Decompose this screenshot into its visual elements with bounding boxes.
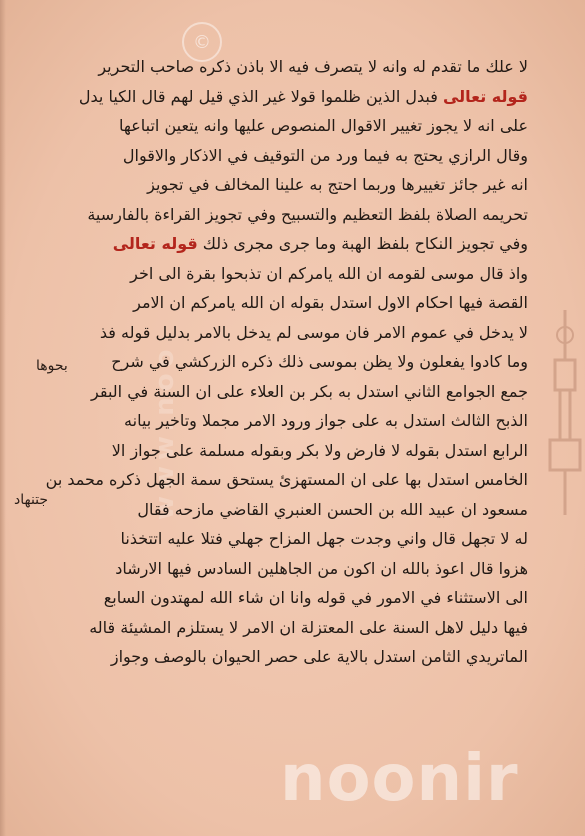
red-rubric: قوله تعالى — [112, 234, 198, 253]
text-line: له لا تجهل قال واني وجدت جهل المزاح جهلي فتلا عليه اتتخذنا — [120, 529, 528, 548]
page-binding-edge — [0, 0, 6, 836]
text-line: لا يدخل في عموم الامر فان موسى لم يدخل بالامر بدليل قوله فذ — [99, 322, 528, 342]
text-line-start: وفي تجويز النكاح بلفظ الهبة وما جرى مجرى ذلك — [197, 234, 528, 253]
red-rubric: قوله تعالى — [442, 86, 528, 106]
margin-ornament-icon — [525, 300, 585, 520]
watermark-vertical-text: www.noo — [150, 343, 180, 520]
text-line: انه غير جائز تغييرها وربما احتج به علينا المخالف في تجويز — [147, 175, 528, 194]
text-line: تحريمه الصلاة بلفظ التعظيم والتسبيح وفي تجويز القراءة بالفارسية — [87, 204, 528, 224]
watermark-text: noonir — [280, 742, 519, 816]
text-line: الرابع استدل بقوله لا فارض ولا بكر وبقوله مسلمة على جواز الا — [111, 440, 528, 460]
text-line-rest: فبدل الذين ظلموا قولا غير الذي قيل لهم قال الكيا يدل — [78, 86, 443, 106]
text-line: الى الاستثناء في الامور في قوله وانا ان شاء الله لمهتدون السابع — [103, 588, 528, 607]
text-line: الذبح الثالث استدل به على جواز ورود الامر مجملا وتاخير بيانه — [124, 411, 528, 430]
text-line: وما كادوا يفعلون ولا يظن بموسى ذلك ذكره الزركشي في شرح — [111, 352, 528, 371]
text-line: جمع الجوامع الثاني استدل به بكر بن العلاء على ان السنة في البقر — [91, 381, 528, 401]
text-line: فيها دليل لاهل السنة على المعتزلة ان الامر لا يستلزم المشيئة قاله — [89, 617, 528, 637]
text-line: على انه لا يجوز تغيير الاقوال المنصوص عليها وانه يتعين اتباعها — [118, 116, 528, 135]
margin-note: بحوها — [36, 358, 68, 374]
text-line: لا علك ما تقدم له وانه لا يتصرف فيه الا باذن ذكره صاحب التحرير — [98, 57, 528, 76]
text-line: هزوا قال اعوذ بالله ان اكون من الجاهلين السادس فيها الارشاد — [115, 558, 528, 578]
text-line: القصة فيها احكام الاول استدل بقوله ان الله يامركم ان الامر — [133, 293, 528, 312]
text-line: الماتريدي الثامن استدل بالاية على حصر الحيوان بالوصف وجواز — [110, 647, 528, 666]
text-line: وقال الرازي يحتج به فيما ورد من التوقيف في الاذكار والاقوال — [122, 145, 528, 165]
text-line: واذ قال موسى لقومه ان الله يامركم ان تذبحوا بقرة الى اخر — [130, 263, 528, 283]
text-line: الخامس استدل بها على ان المستهزئ يستحق سمة الجهل ذكره محمد بن — [45, 470, 528, 489]
text-line — [68, 82, 528, 112]
text-line — [68, 229, 528, 259]
watermark-logo-icon: © — [182, 22, 222, 62]
margin-note: جتنهاد — [14, 492, 49, 508]
text-line: مسعود ان عبيد الله بن الحسن العنبري القاضي مازحه فقال — [137, 499, 528, 519]
